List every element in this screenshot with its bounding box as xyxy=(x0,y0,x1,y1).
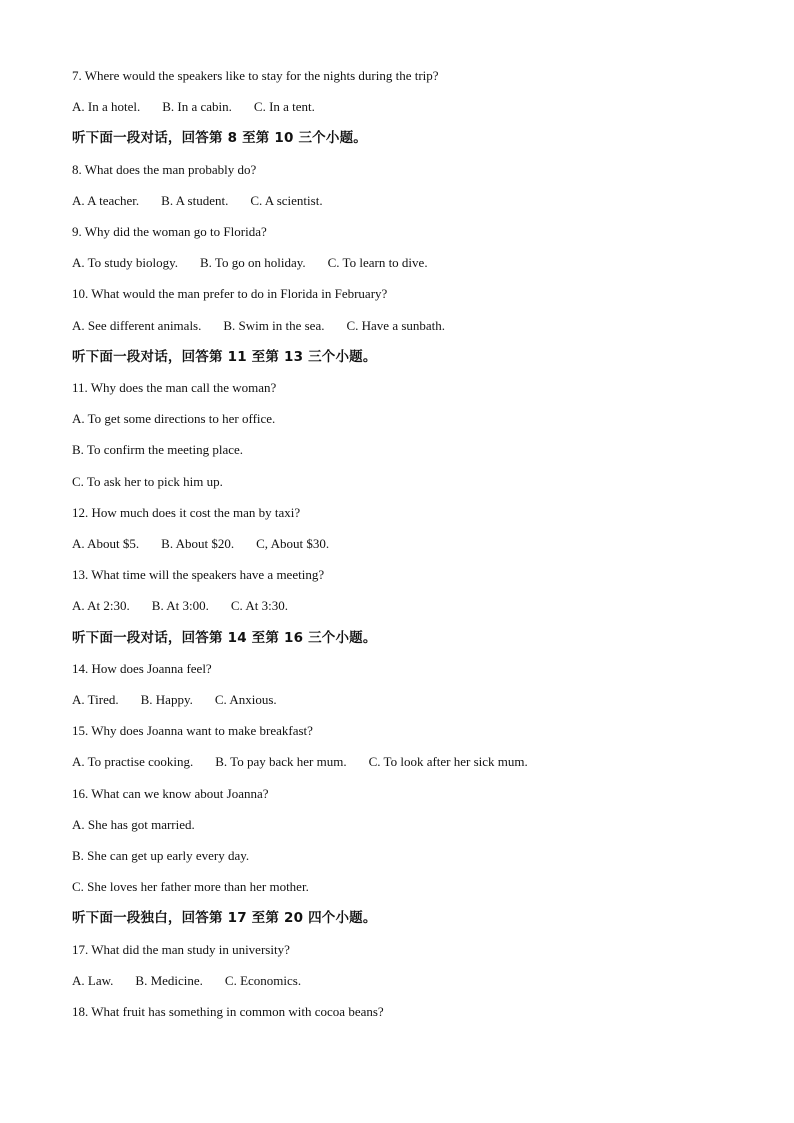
answer-option: A. Tired. xyxy=(72,692,119,707)
answer-option: C. Economics. xyxy=(224,972,302,988)
answer-option: A. A teacher. xyxy=(72,192,140,208)
answer-option: B. Happy. xyxy=(140,692,193,707)
answer-options xyxy=(72,192,323,210)
question-text: C. To ask her to pick him up. xyxy=(72,473,223,489)
answer-option: C. Have a sunbath. xyxy=(346,317,446,333)
question-text: 18. What fruit has something in common with cocoa beans? xyxy=(72,1004,384,1019)
question-text: 12. How much does it cost the man by taxi? xyxy=(72,504,301,520)
section-heading: 听下面一段独白，回答第 17 至第 20 四个小题。 xyxy=(72,910,377,927)
question-text: 10. What would the man prefer to do in Florida in February? xyxy=(72,286,388,302)
answer-option: B. To pay back her mum. xyxy=(215,754,347,770)
answer-options xyxy=(72,972,301,990)
answer-options xyxy=(72,98,315,116)
answer-option: C. Anxious. xyxy=(214,692,277,707)
answer-option: A. About $5. xyxy=(72,536,140,551)
question-text: 13. What time will the speakers have a meeting? xyxy=(72,567,325,583)
section-heading: 听下面一段对话，回答第 11 至第 13 三个小题。 xyxy=(72,348,377,365)
answer-options xyxy=(72,597,288,615)
answer-option: A. Law. xyxy=(72,972,114,988)
question-text: 17. What did the man study in university? xyxy=(72,941,290,957)
answer-options xyxy=(72,254,428,272)
section-heading: 听下面一段对话，回答第 8 至第 10 三个小题。 xyxy=(72,130,367,147)
answer-option: A. At 2:30. xyxy=(72,598,130,614)
question-text: 8. What does the man probably do? xyxy=(72,161,257,177)
question-text: B. She can get up early every day. xyxy=(72,848,250,863)
question-text: 9. Why did the woman go to Florida? xyxy=(72,224,267,239)
answer-option: C. A scientist. xyxy=(250,192,323,208)
answer-option: A. To study biology. xyxy=(72,255,178,271)
answer-options xyxy=(72,317,445,335)
answer-option: C. At 3:30. xyxy=(230,598,288,614)
answer-option: A. In a hotel. xyxy=(72,99,141,115)
answer-option: B. Swim in the sea. xyxy=(223,317,325,333)
question-text: A. To get some directions to her office. xyxy=(72,411,276,427)
section-heading: 听下面一段对话，回答第 14 至第 16 三个小题。 xyxy=(72,629,377,646)
answer-option: B. In a cabin. xyxy=(162,99,232,115)
answer-option: C. In a tent. xyxy=(253,99,315,115)
question-text: A. She has got married. xyxy=(72,816,195,832)
question-text: 16. What can we know about Joanna? xyxy=(72,785,269,801)
answer-option: B. At 3:00. xyxy=(151,598,209,614)
answer-option: A. See different animals. xyxy=(72,317,202,333)
question-text: C. She loves her father more than her mother. xyxy=(72,879,309,895)
answer-option: C. To look after her sick mum. xyxy=(368,754,528,770)
question-text: B. To confirm the meeting place. xyxy=(72,442,244,458)
answer-option: B. About $20. xyxy=(161,536,235,551)
answer-option: B. A student. xyxy=(161,192,229,208)
answer-option: A. To practise cooking. xyxy=(72,754,194,770)
answer-options xyxy=(72,753,528,771)
answer-options xyxy=(72,535,329,553)
answer-option: B. To go on holiday. xyxy=(200,255,306,271)
answer-option: C, About $30. xyxy=(256,536,330,551)
question-text: 7. Where would the speakers like to stay for the nights during the trip? xyxy=(72,68,439,83)
answer-option: B. Medicine. xyxy=(135,972,203,988)
answer-options xyxy=(72,691,277,709)
question-text: 11. Why does the man call the woman? xyxy=(72,380,277,395)
question-text: 15. Why does Joanna want to make breakfast? xyxy=(72,723,313,739)
answer-option: C. To learn to dive. xyxy=(327,255,428,271)
question-text: 14. How does Joanna feel? xyxy=(72,660,212,676)
